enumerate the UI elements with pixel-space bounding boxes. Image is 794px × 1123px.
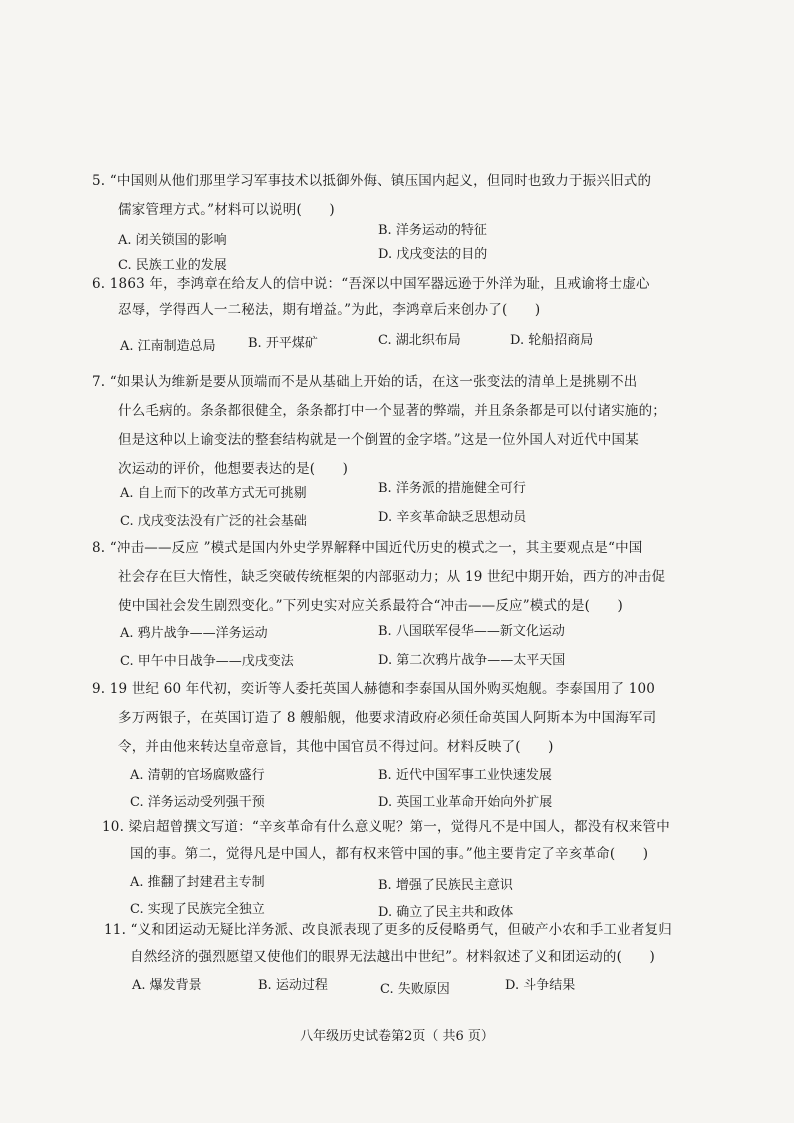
option-b: B. 洋务运动的特征 xyxy=(378,223,487,238)
option-b: B. 开平煤矿 xyxy=(248,336,318,351)
question-stem-line: 忍辱，学得西人一二秘法，期有增益。”为此，李鸿章后来创办了( ) xyxy=(118,302,541,318)
question-stem-line: 10. 梁启超曾撰文写道：“辛亥革命有什么意义呢？第一，觉得凡不是中国人，都没有权来管中 xyxy=(102,819,670,835)
option-c: C. 失败原因 xyxy=(380,982,450,997)
option-c: C. 戊戌变法没有广泛的社会基础 xyxy=(120,514,307,529)
question-stem-line: 令，并由他来转达皇帝意旨，其他中国官员不得过问。材料反映了( ) xyxy=(118,739,554,755)
option-b: B. 八国联军侵华——新文化运动 xyxy=(378,624,565,639)
option-c: C. 实现了民族完全独立 xyxy=(130,902,265,917)
question-stem-line: 11. “义和团运动无疑比洋务派、改良派表现了更多的反侵略勇气，但破产小农和手工业者复归 xyxy=(104,922,672,938)
option-b: B. 运动过程 xyxy=(258,978,328,993)
option-b: B. 洋务派的措施健全可行 xyxy=(378,481,526,496)
question-stem-line: 国的事。第二，觉得凡是中国人，都有权来管中国的事。”他主要肯定了辛亥革命( ) xyxy=(130,846,649,862)
option-d: D. 斗争结果 xyxy=(505,978,576,993)
option-c: C. 民族工业的发展 xyxy=(118,258,227,273)
option-a: A. 清朝的官场腐败盛行 xyxy=(130,768,265,783)
option-a: A. 爆发背景 xyxy=(132,978,202,993)
option-d: D. 英国工业革命开始向外扩展 xyxy=(378,795,553,810)
option-d: D. 辛亥革命缺乏思想动员 xyxy=(378,510,527,525)
option-d: D. 戊戌变法的目的 xyxy=(378,247,488,262)
option-a: A. 自上而下的改革方式无可挑剔 xyxy=(120,486,307,501)
option-a: A. 江南制造总局 xyxy=(120,339,216,354)
question-stem-line: 次运动的评价，他想要表达的是( ) xyxy=(118,461,349,477)
question-stem-line: 社会存在巨大惰性，缺乏突破传统框架的内部驱动力；从 19 世纪中期开始，西方的冲击促 xyxy=(118,569,666,585)
option-b: B. 增强了民族民主意识 xyxy=(378,878,513,893)
option-a: A. 鸦片战争——洋务运动 xyxy=(120,626,268,641)
question-stem-line: 5. “中国则从他们那里学习军事技术以抵御外侮、镇压国内起义，但同时也致力于振兴旧式的 xyxy=(92,173,652,189)
question-stem-line: 使中国社会发生剧烈变化。”下列史实对应关系最符合“冲击——反应”模式的是( ) xyxy=(118,598,623,614)
option-d: D. 轮船招商局 xyxy=(510,333,594,348)
question-stem-line: 但是这种以上谕变法的整套结构就是一个倒置的金字塔。”这是一位外国人对近代中国某 xyxy=(118,432,639,448)
question-stem-line: 儒家管理方式。”材料可以说明( ) xyxy=(118,202,335,218)
option-d: D. 第二次鸦片战争——太平天国 xyxy=(378,653,566,668)
question-stem-line: 多万两银子，在英国订造了 8 艘船舰，他要求清政府必须任命英国人阿斯本为中国海军司 xyxy=(118,710,657,726)
question-stem-line: 6. 1863 年，李鸿章在给友人的信中说：“吾深以中国军器远逊于外洋为耻，且戒谕将士虚心 xyxy=(92,276,650,292)
page-footer: 八年级历史试卷第2页（ 共6 页） xyxy=(300,1029,494,1044)
option-a: A. 推翻了封建君主专制 xyxy=(130,875,265,890)
option-c: C. 洋务运动受列强干预 xyxy=(130,795,265,810)
option-b: B. 近代中国军事工业快速发展 xyxy=(378,768,552,783)
option-a: A. 闭关锁国的影响 xyxy=(118,233,227,248)
option-c: C. 湖北织布局 xyxy=(378,333,461,348)
question-stem-line: 7. “如果认为维新是要从顶端而不是从基础上开始的话，在这一张变法的清单上是挑剔不出 xyxy=(92,374,638,390)
question-stem-line: 自然经济的强烈愿望又使他们的眼界无法越出中世纪”。材料叙述了义和团运动的( ) xyxy=(130,949,655,965)
question-stem-line: 9. 19 世纪 60 年代初，奕䜣等人委托英国人赫德和李泰国从国外购买炮舰。李泰国用了 100 xyxy=(92,681,656,697)
question-stem-line: 什么毛病的。条条都很健全，条条都打中一个显著的弊端，并且条条都是可以付诸实施的； xyxy=(118,403,666,419)
option-c: C. 甲午中日战争——戊戌变法 xyxy=(120,654,294,669)
question-stem-line: 8. “冲击——反应 ”模式是国内外史学界解释中国近代历史的模式之一，其主要观点是“中国 xyxy=(92,540,643,556)
option-d: D. 确立了民主共和政体 xyxy=(378,905,514,920)
